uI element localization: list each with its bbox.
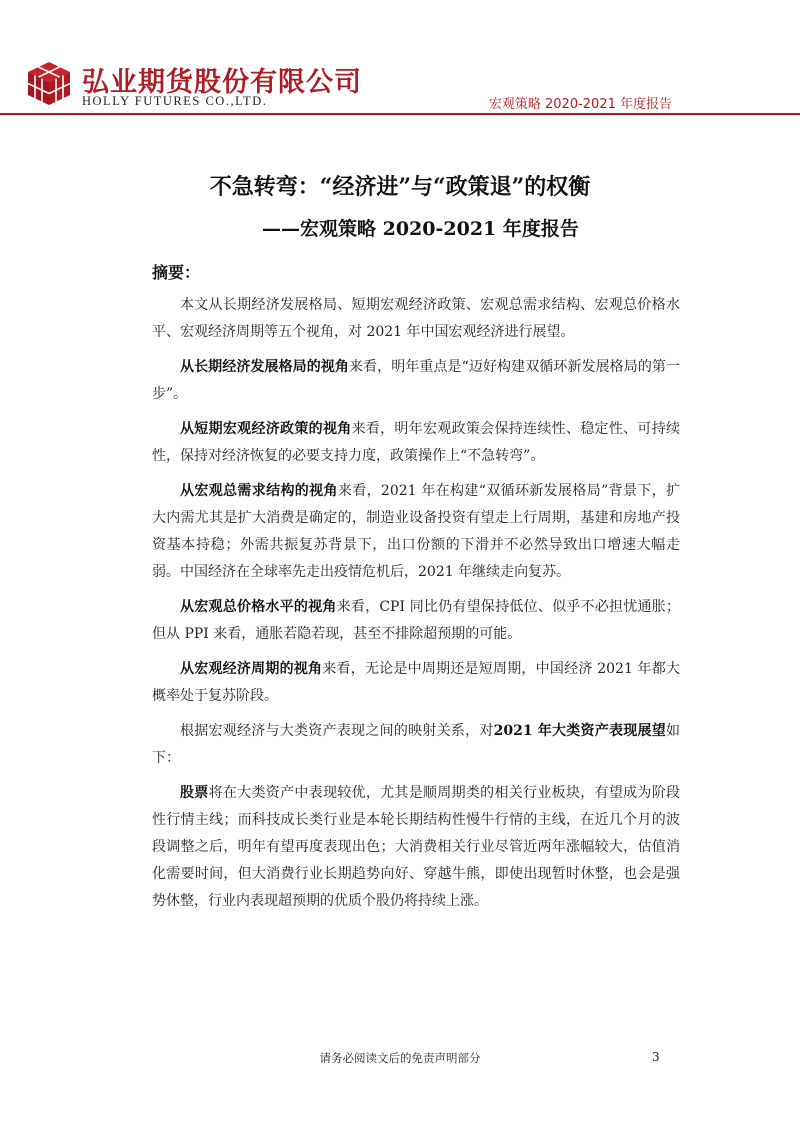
abstract-heading: 摘要： bbox=[152, 263, 201, 282]
paragraph-overview bbox=[152, 292, 680, 346]
paragraph-lead: 从宏观总价格水平的视角 bbox=[180, 599, 337, 615]
paragraph-cycle bbox=[152, 656, 680, 710]
page-title: 不急转弯：“经济进”与“政策退”的权衡 bbox=[209, 174, 591, 200]
header-divider bbox=[0, 113, 800, 115]
paragraph-text: 本文从长期经济发展格局、短期宏观经济政策、宏观总需求结构、宏观总价格水平、宏观经济周期等五个视角，对 2021 年中国宏观经济进行展望。 bbox=[152, 297, 680, 340]
paragraph-text: 将在大类资产中表现较优，尤其是顺周期类的相关行业板块，有望成为阶段性行情主线；而科技成长类行业是本轮长期结构性慢牛行情的主线，在近几个月的波段调整之后，明年有望再度表现出色；大消费相关行业尽管近两年涨幅较大，估值消化需要时间，但大消费行业长期趋势向好、穿越牛熊，即使出现暂时休整，也会是强势休整，行业内表现超预期的优质个股仍将持续上涨。 bbox=[152, 785, 681, 909]
cube-logo-icon bbox=[26, 60, 72, 106]
abstract-body bbox=[152, 292, 680, 923]
paragraph-long-term bbox=[152, 354, 680, 408]
paragraph-text: 根据宏观经济与大类资产表现之间的映射关系，对 bbox=[180, 723, 494, 739]
paragraph-text: 来看，2021 年在构建“双循环新发展格局”背景下，扩大内需尤其是扩大消费是确定的，制造业设备投资有望走上行周期，基建和房地产投资基本持稳；外需共振复苏背景下，出口份额的下滑并不必然导致出口增速大幅走弱。中国经济在全球率先走出疫情危机后，2021 年继续走向复苏。 bbox=[152, 483, 680, 580]
page-subtitle: ——宏观策略 2020-2021 年度报告 bbox=[262, 218, 579, 240]
company-name-en: HOLLY FUTURES CO.,LTD. bbox=[82, 94, 268, 108]
paragraph-lead: 从短期宏观经济政策的视角 bbox=[180, 421, 352, 437]
paragraph-price bbox=[152, 594, 680, 648]
header-report-name: 宏观策略 2020-2021 年度报告 bbox=[488, 97, 672, 112]
paragraph-demand bbox=[152, 478, 680, 586]
paragraph-text: 来看，CPI 同比仍有望保持低位、似乎不必担忧通胀；但从 PPI 来看，通胀若隐若现，甚至不排除超预期的可能。 bbox=[152, 599, 680, 642]
paragraph-text: 来看，明年重点是“迈好构建双循环新发展格局的第一步”。 bbox=[152, 359, 681, 402]
paragraph-lead: 2021 年大类资产表现展望 bbox=[493, 723, 666, 739]
paragraph-lead: 从宏观经济周期的视角 bbox=[180, 661, 323, 677]
paragraph-text: 来看，无论是中周期还是短周期，中国经济 2021 年都大概率处于复苏阶段。 bbox=[152, 661, 680, 704]
page-number: 3 bbox=[652, 1050, 660, 1064]
footer-disclaimer: 请务必阅读文后的免责声明部分 bbox=[319, 1051, 481, 1065]
page-header bbox=[0, 0, 800, 120]
paragraph-text: 如下： bbox=[152, 723, 680, 766]
paragraph-lead: 从长期经济发展格局的视角 bbox=[180, 359, 349, 375]
paragraph-text: 来看，明年宏观政策会保持连续性、稳定性、可持续性，保持对经济恢复的必要支持力度，政策操作上“不急转弯”。 bbox=[152, 421, 681, 464]
paragraph-policy bbox=[152, 416, 680, 470]
paragraph-lead: 从宏观总需求结构的视角 bbox=[180, 483, 338, 499]
company-name-cn: 弘业期货股份有限公司 bbox=[82, 67, 362, 98]
paragraph-lead: 股票 bbox=[180, 785, 209, 801]
paragraph-stocks bbox=[152, 780, 680, 915]
paragraph-assets-outlook bbox=[152, 718, 680, 772]
